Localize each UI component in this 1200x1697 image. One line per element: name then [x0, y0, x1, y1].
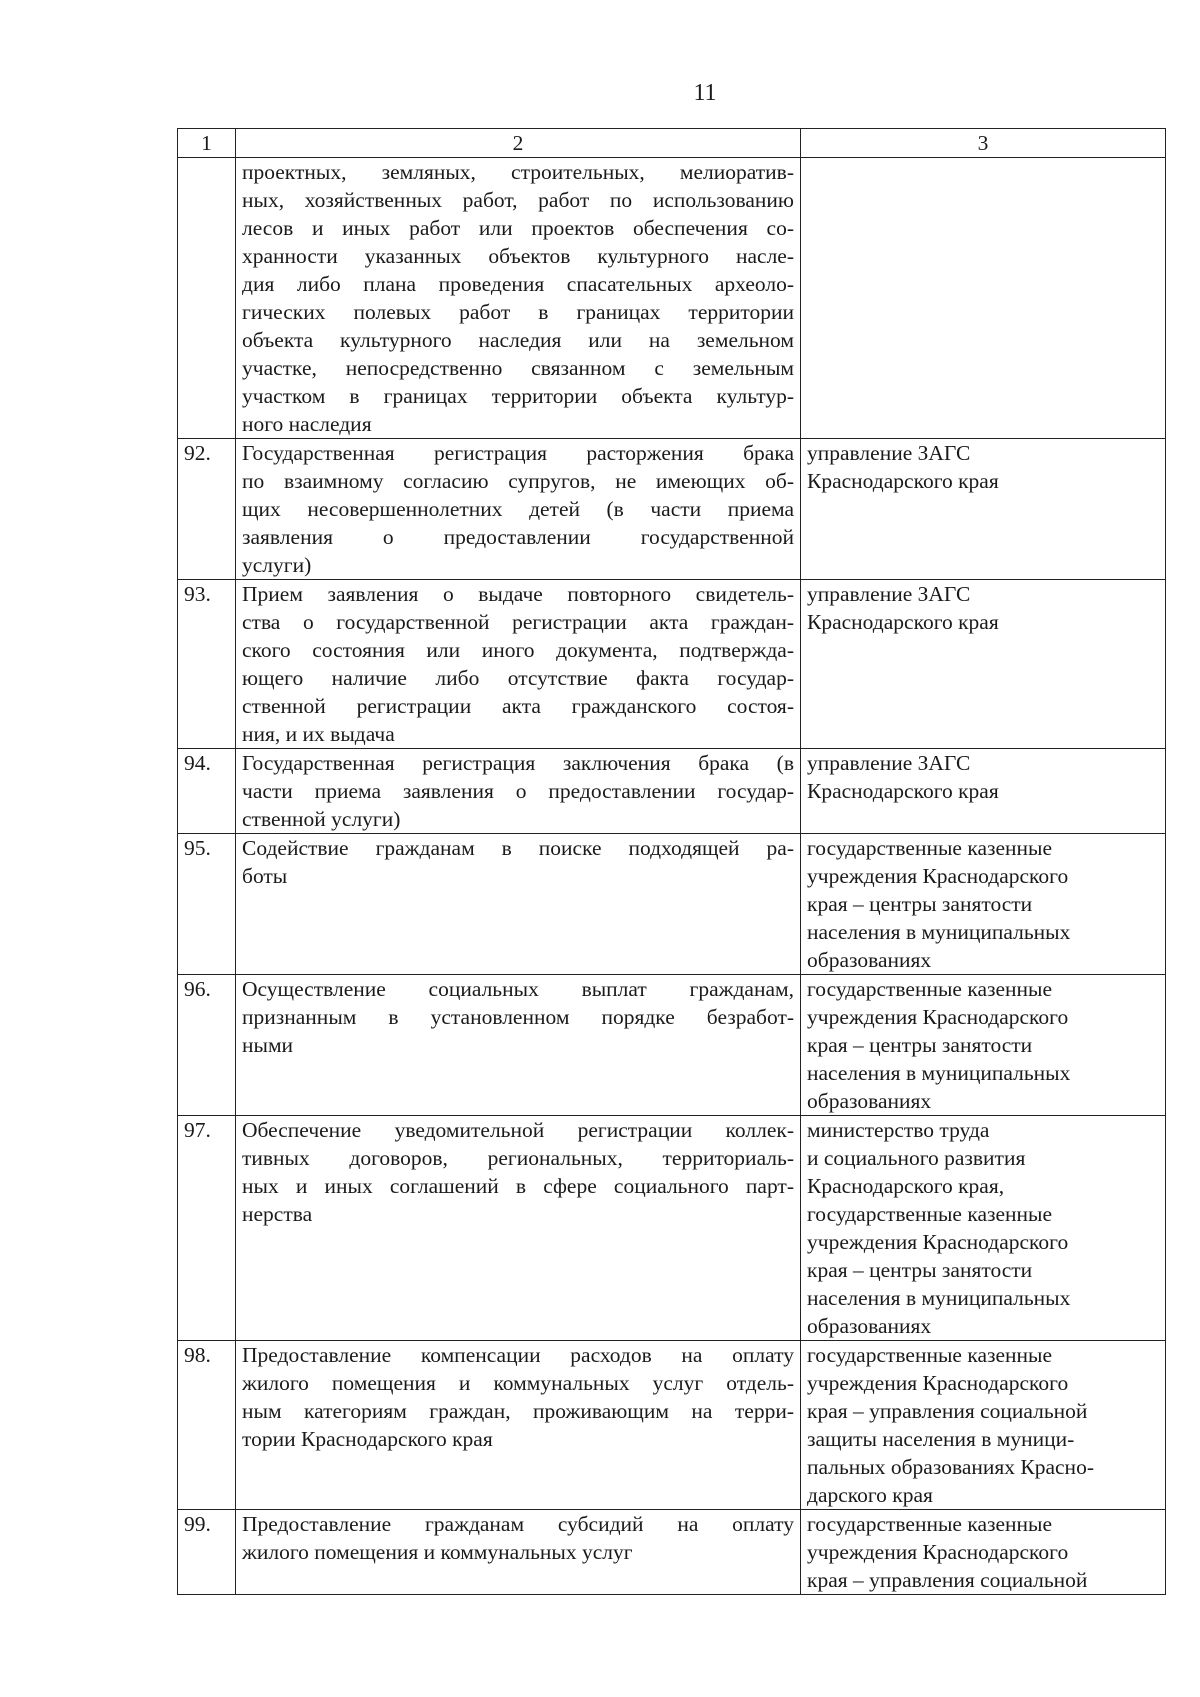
service-description-line: участком в границах территории объекта культур-: [242, 384, 794, 408]
row-number: 99.: [178, 1510, 236, 1595]
service-description-line: проектных, земляных, строительных, мелиоратив-: [242, 160, 794, 184]
responsible-agency-line: дарского края: [807, 1483, 933, 1507]
service-description-line: Содействие гражданам в поиске подходящей ра-: [242, 836, 794, 860]
table-row: [178, 1510, 1166, 1595]
service-description-line: нерства: [242, 1202, 313, 1226]
responsible-agency-line: государственные казенные: [807, 1512, 1053, 1536]
table-header-row: [178, 129, 1166, 158]
service-description-line: Обеспечение уведомительной регистрации коллек-: [242, 1118, 794, 1142]
service-description-line: гических полевых работ в границах территории: [242, 300, 794, 324]
service-description-line: Предоставление гражданам субсидий на оплату: [242, 1512, 794, 1536]
service-description: [236, 1116, 801, 1341]
service-description: [236, 1341, 801, 1510]
service-description-line: Государственная регистрация расторжения брака: [242, 441, 794, 465]
service-description: [236, 439, 801, 580]
responsible-agency-line: образованиях: [807, 1314, 932, 1338]
service-description: [236, 749, 801, 834]
service-description-line: признанным в установленном порядке безработ-: [242, 1005, 794, 1029]
responsible-agency-line: населения в муниципальных: [807, 920, 1071, 944]
responsible-agency-line: защиты населения в муници-: [807, 1427, 1075, 1451]
page-number: 11: [693, 80, 717, 106]
service-description-line: Осуществление социальных выплат гражданам,: [242, 977, 794, 1001]
service-description: [236, 1510, 801, 1595]
responsible-agency-line: края – центры занятости: [807, 1033, 1033, 1057]
service-description-line: хранности указанных объектов культурного насле-: [242, 244, 794, 268]
responsible-agency-line: государственные казенные: [807, 977, 1053, 1001]
service-description-line: участке, непосредственно связанном с земельным: [242, 356, 794, 380]
responsible-agency-line: государственные казенные: [807, 1202, 1053, 1226]
responsible-agency-line: государственные казенные: [807, 1343, 1053, 1367]
responsible-agency-line: образованиях: [807, 948, 932, 972]
service-description: [236, 834, 801, 975]
responsible-agency-line: Краснодарского края: [807, 469, 999, 493]
table-row: [178, 1116, 1166, 1341]
service-description-line: заявления о предоставлении государственной: [242, 525, 794, 549]
responsible-agency: [801, 1341, 1166, 1510]
responsible-agency-line: края – управления социальной: [807, 1568, 1088, 1592]
service-description-line: услуги): [242, 553, 312, 577]
responsible-agency-line: края – управления социальной: [807, 1399, 1088, 1423]
header-col-1: 1: [178, 129, 236, 158]
responsible-agency-line: Краснодарского края,: [807, 1174, 1005, 1198]
responsible-agency-line: министерство труда: [807, 1118, 990, 1142]
responsible-agency-line: образованиях: [807, 1089, 932, 1113]
service-description-line: лесов и иных работ или проектов обеспечения со-: [242, 216, 794, 240]
service-description-line: ными: [242, 1033, 294, 1057]
row-number: 93.: [178, 580, 236, 749]
service-description: [236, 975, 801, 1116]
service-description-line: по взаимному согласию супругов, не имеющих об-: [242, 469, 794, 493]
service-description-line: ющего наличие либо отсутствие факта государ-: [242, 666, 794, 690]
service-description-line: ного наследия: [242, 412, 372, 436]
responsible-agency: [801, 158, 1166, 439]
service-description-line: Прием заявления о выдаче повторного свидетель-: [242, 582, 794, 606]
responsible-agency-line: учреждения Краснодарского: [807, 1540, 1069, 1564]
service-description-line: части приема заявления о предоставлении государ-: [242, 779, 794, 803]
table-row: [178, 975, 1166, 1116]
responsible-agency: [801, 975, 1166, 1116]
service-description-line: объекта культурного наследия или на земельном: [242, 328, 794, 352]
responsible-agency-line: государственные казенные: [807, 836, 1053, 860]
row-number: 92.: [178, 439, 236, 580]
service-description-line: ского состояния или иного документа, подтвержда-: [242, 638, 794, 662]
service-description: [236, 158, 801, 439]
responsible-agency: [801, 439, 1166, 580]
responsible-agency-line: управление ЗАГС: [807, 441, 971, 465]
service-description-line: ственной услуги): [242, 807, 401, 831]
responsible-agency-line: населения в муниципальных: [807, 1061, 1071, 1085]
table-row: [178, 158, 1166, 439]
row-number: 95.: [178, 834, 236, 975]
services-table: [177, 128, 1166, 1595]
responsible-agency-line: края – центры занятости: [807, 892, 1033, 916]
responsible-agency-line: населения в муниципальных: [807, 1286, 1071, 1310]
responsible-agency-line: учреждения Краснодарского: [807, 1005, 1069, 1029]
table-row: [178, 749, 1166, 834]
responsible-agency-line: и социального развития: [807, 1146, 1026, 1170]
table-row: [178, 580, 1166, 749]
responsible-agency-line: Краснодарского края: [807, 610, 999, 634]
service-description-line: дия либо плана проведения спасательных археоло-: [242, 272, 794, 296]
row-number: [178, 158, 236, 439]
responsible-agency-line: учреждения Краснодарского: [807, 1230, 1069, 1254]
responsible-agency-line: управление ЗАГС: [807, 751, 971, 775]
row-number: 94.: [178, 749, 236, 834]
responsible-agency: [801, 834, 1166, 975]
service-description-line: тивных договоров, региональных, территориаль-: [242, 1146, 794, 1170]
responsible-agency-line: края – центры занятости: [807, 1258, 1033, 1282]
service-description-line: Государственная регистрация заключения брака (в: [242, 751, 794, 775]
responsible-agency: [801, 1510, 1166, 1595]
service-description-line: ства о государственной регистрации акта граждан-: [242, 610, 794, 634]
service-description-line: ных и иных соглашений в сфере социального парт-: [242, 1174, 794, 1198]
service-description-line: ния, и их выдача: [242, 722, 395, 746]
responsible-agency-line: учреждения Краснодарского: [807, 864, 1069, 888]
responsible-agency-line: Краснодарского края: [807, 779, 999, 803]
table-body: [178, 158, 1166, 1595]
service-description-line: Предоставление компенсации расходов на оплату: [242, 1343, 794, 1367]
responsible-agency-line: пальных образованиях Красно-: [807, 1455, 1094, 1479]
row-number: 97.: [178, 1116, 236, 1341]
responsible-agency: [801, 1116, 1166, 1341]
table-row: [178, 439, 1166, 580]
responsible-agency-line: управление ЗАГС: [807, 582, 971, 606]
responsible-agency-line: учреждения Краснодарского: [807, 1371, 1069, 1395]
service-description-line: ных, хозяйственных работ, работ по использованию: [242, 188, 794, 212]
service-description: [236, 580, 801, 749]
service-description-line: боты: [242, 864, 288, 888]
row-number: 96.: [178, 975, 236, 1116]
row-number: 98.: [178, 1341, 236, 1510]
table-row: [178, 1341, 1166, 1510]
service-description-line: щих несовершеннолетних детей (в части приема: [242, 497, 794, 521]
service-description-line: жилого помещения и коммунальных услуг: [242, 1540, 633, 1564]
table-row: [178, 834, 1166, 975]
responsible-agency: [801, 580, 1166, 749]
responsible-agency: [801, 749, 1166, 834]
header-col-2: 2: [236, 129, 801, 158]
service-description-line: тории Краснодарского края: [242, 1427, 493, 1451]
service-description-line: жилого помещения и коммунальных услуг отдель-: [242, 1371, 794, 1395]
header-col-3: 3: [801, 129, 1166, 158]
service-description-line: ственной регистрации акта гражданского состоя-: [242, 694, 794, 718]
service-description-line: ным категориям граждан, проживающим на терри-: [242, 1399, 794, 1423]
